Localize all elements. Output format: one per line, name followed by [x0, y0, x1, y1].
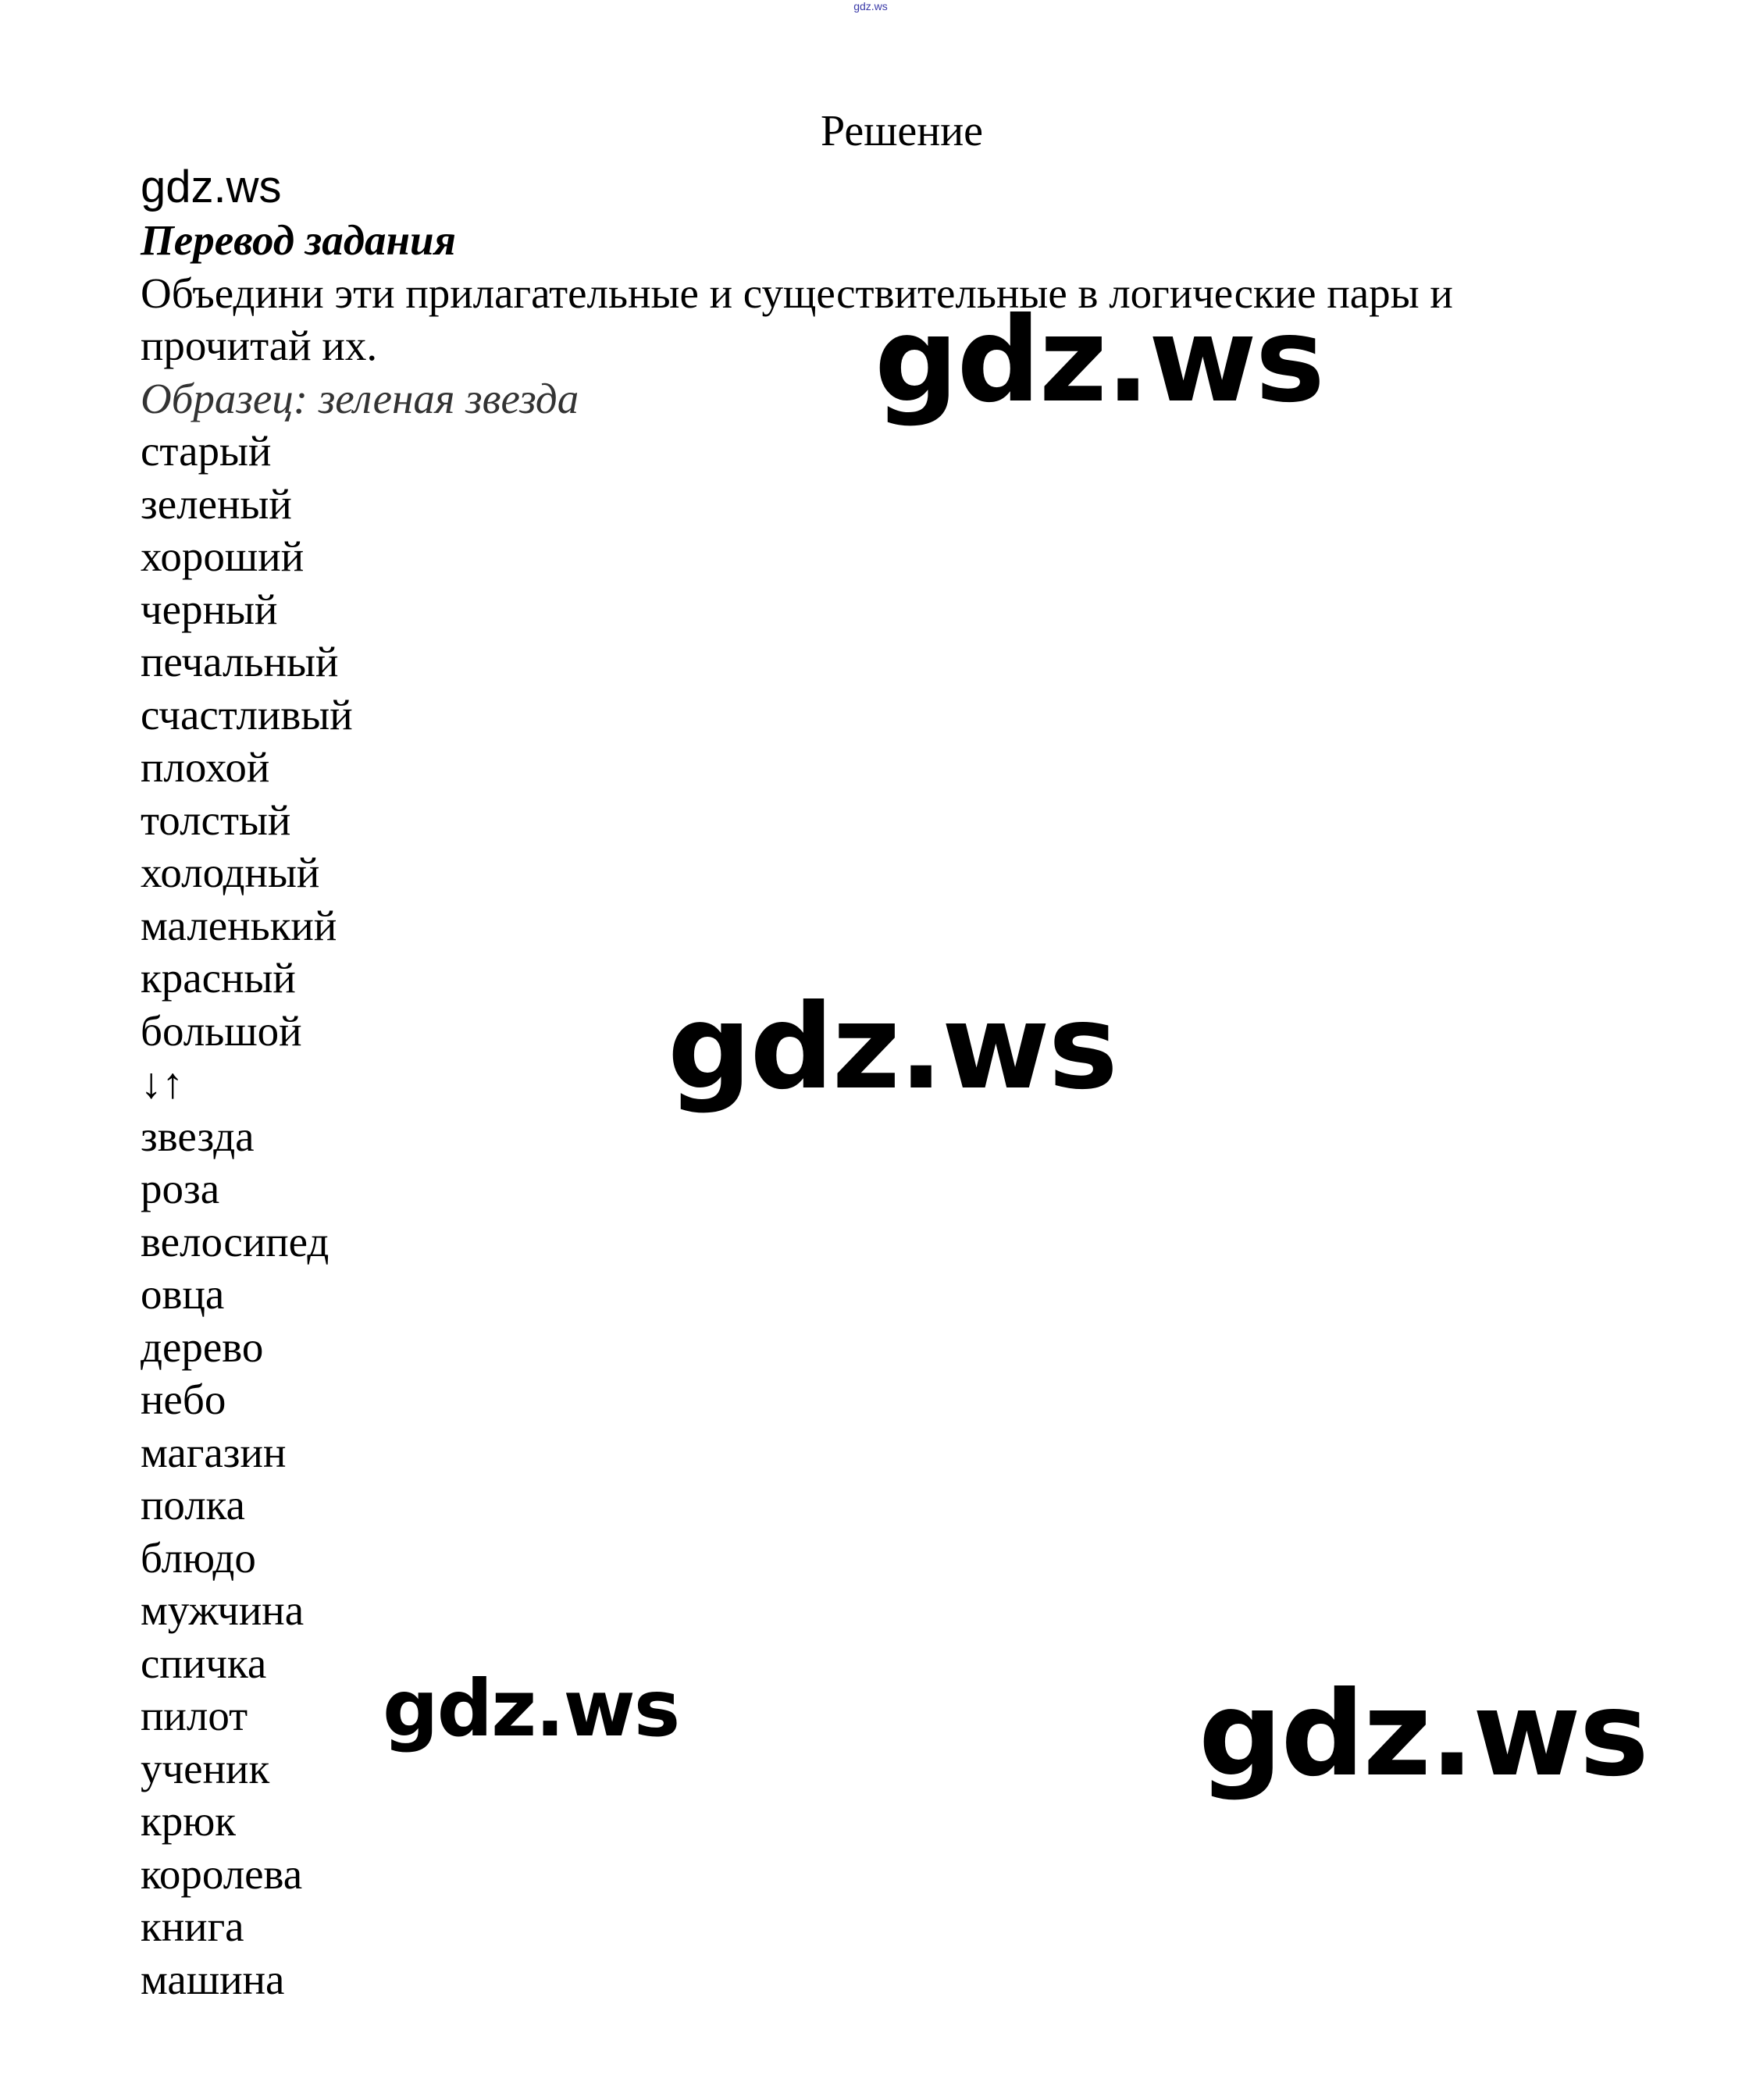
- adjective-item: толстый: [141, 796, 291, 844]
- watermark-logo: gdz.ws: [383, 1663, 679, 1754]
- adjective-item: холодный: [141, 849, 320, 896]
- watermark-logo: gdz.ws: [668, 980, 1117, 1116]
- brand-label: gdz.ws: [141, 162, 282, 212]
- noun-item: магазин: [141, 1428, 287, 1476]
- noun-list: [141, 1110, 1624, 2006]
- adjective-item: плохой: [141, 743, 270, 791]
- noun-item: небо: [141, 1376, 226, 1423]
- noun-item: блюдо: [141, 1533, 256, 1582]
- watermark-logo: gdz.ws: [1199, 1667, 1648, 1803]
- adjective-item: большой: [141, 1006, 302, 1055]
- adjective-item: старый: [141, 427, 272, 475]
- noun-item: книга: [141, 1902, 244, 1950]
- top-watermark: gdz.ws: [853, 0, 888, 12]
- adjective-item: черный: [141, 585, 278, 633]
- page-heading: Решение: [820, 107, 984, 155]
- adjective-item: красный: [141, 954, 296, 1002]
- noun-item: роза: [141, 1165, 220, 1212]
- noun-item: ученик: [141, 1744, 270, 1792]
- noun-item: крюк: [141, 1797, 237, 1845]
- instruction-line-2: прочитай их.: [141, 322, 378, 369]
- noun-item: полка: [141, 1481, 245, 1529]
- example-line: Образец: зеленая звезда: [141, 374, 579, 422]
- noun-item: королева: [141, 1849, 303, 1898]
- noun-item: звезда: [141, 1112, 255, 1160]
- noun-item: мужчина: [141, 1586, 305, 1634]
- adjective-item: печальный: [141, 638, 339, 685]
- adjective-item: хороший: [141, 532, 305, 580]
- noun-item: машина: [141, 1955, 285, 2003]
- arrows-icon: ↓↑: [141, 1059, 183, 1107]
- adjective-item: зеленый: [141, 479, 292, 528]
- noun-item: дерево: [141, 1322, 264, 1371]
- watermark-logo: gdz.ws: [875, 293, 1323, 429]
- adjective-list: [141, 425, 1624, 1057]
- noun-item: велосипед: [141, 1217, 330, 1265]
- noun-item: спичка: [141, 1639, 267, 1687]
- task-title: Перевод задания: [141, 216, 456, 264]
- adjective-item: маленький: [141, 901, 337, 949]
- noun-item: овца: [141, 1270, 225, 1318]
- noun-item: пилот: [141, 1692, 248, 1739]
- adjective-item: счастливый: [141, 690, 353, 739]
- instruction-line-1: Объедини эти прилагательные и существительные в логические пары и: [141, 269, 1453, 317]
